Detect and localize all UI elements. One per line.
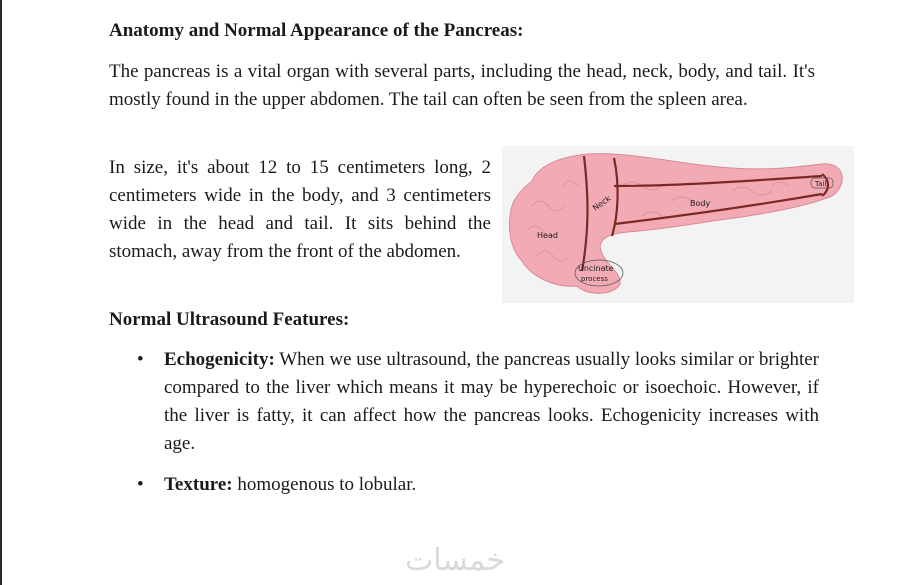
pancreas-illustration <box>502 146 854 303</box>
label-head: Head <box>537 231 558 240</box>
list-item-texture <box>109 471 819 499</box>
pancreas-diagram <box>502 146 854 303</box>
feature-description: homogenous to lobular. <box>232 474 417 495</box>
watermark-logo: خمسات <box>405 543 506 578</box>
label-body: Body <box>690 199 711 208</box>
intro-paragraph: The pancreas is a vital organ with several parts, including the head, neck, body, and tail. It's mostly found in the upper abdomen. The tail can often be seen from the spleen area. <box>109 61 815 110</box>
feature-term: Texture: <box>164 474 233 495</box>
label-tail: Tail <box>815 180 827 188</box>
label-neck: Neck <box>590 193 613 213</box>
feature-description: When we use ultrasound, the pancreas usually looks similar or brighter compared to the liver which means it may be hyperechoic or isoechoic. However, if the liver is fatty, it can affect how the pancreas looks. Echogenicity increases with age. <box>164 349 820 454</box>
pancreas-shape <box>509 154 842 294</box>
label-process: process <box>581 275 608 283</box>
features-heading: Normal Ultrasound Features: <box>109 309 350 330</box>
page-left-border <box>0 0 2 585</box>
size-paragraph: In size, it's about 12 to 15 centimeters long, 2 centimeters wide in the body, and 3 centimeters wide in the head and tail. It sits behind the stomach, away from the front of the abdomen. <box>109 157 491 262</box>
bullet-icon: • <box>137 349 144 370</box>
list-item-echogenicity <box>109 346 819 458</box>
bullet-icon: • <box>137 474 144 495</box>
features-list <box>109 346 819 512</box>
feature-term: Echogenicity: <box>164 349 275 370</box>
label-uncinate: Uncinate <box>578 264 614 273</box>
section-heading: Anatomy and Normal Appearance of the Pancreas: <box>109 20 524 41</box>
